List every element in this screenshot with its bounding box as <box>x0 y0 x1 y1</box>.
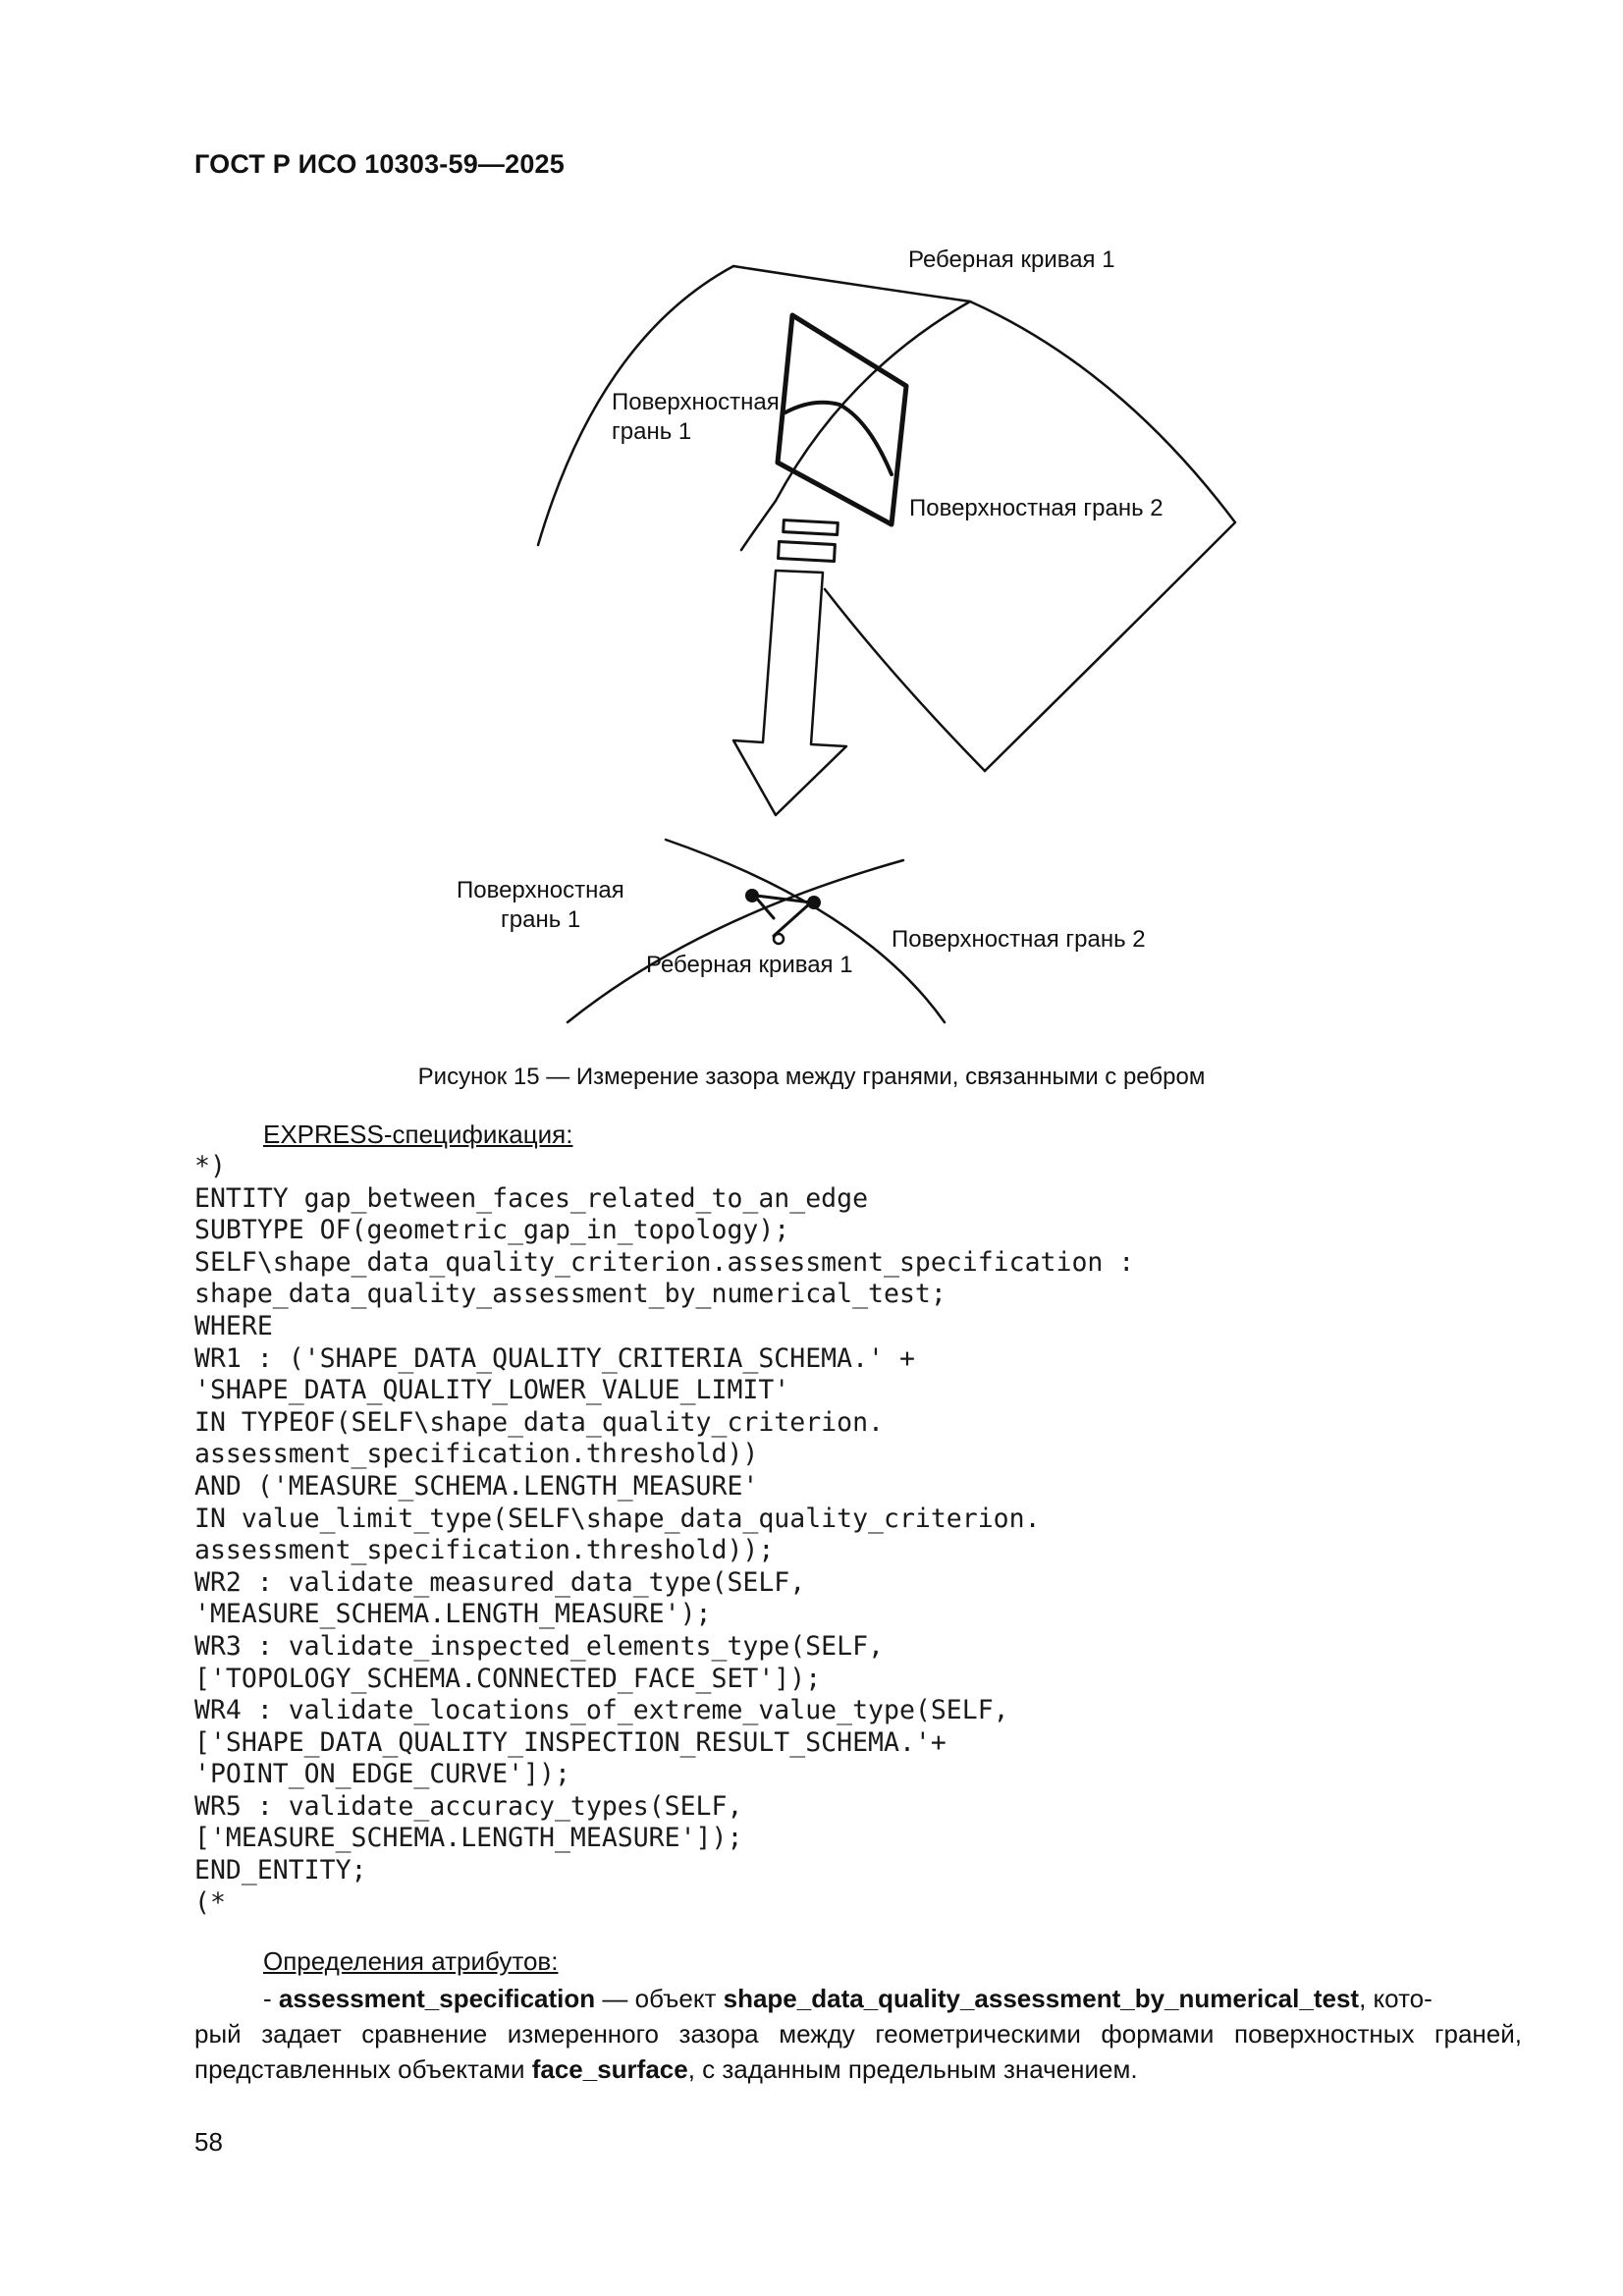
gap-figure-diagram <box>0 0 1623 1051</box>
slice-bar-1 <box>784 520 839 535</box>
label-face1-lower-line1: Поверхностная <box>457 877 624 903</box>
figure-caption: Рисунок 15 — Измерение зазора между гранями, связанными с ребром <box>417 1064 1206 1090</box>
express-code-block: *) ENTITY gap_between_faces_related_to_an_edge SUBTYPE OF(geometric_gap_in_topology); SELF\shape_data_quality_criterion.assessment_specification : shape_data_quality_assessment_by_numerical_test; WHERE WR1 : ('SHAPE_DATA_QUALITY_CRITERIA_SCHEMA.' + 'SHAPE_DATA_QUALITY_LOWER_VALUE_LIMIT' IN TYPEOF(SELF\shape_data_quality_criterion. assessment_specification.threshold)) AND ('MEASURE_SCHEMA.LENGTH_MEASURE' IN value_limit_type(SELF\shape_data_quality_criterion. assessment_specification.threshold)); WR2 : validate_measured_data_type(SELF, 'MEASURE_SCHEMA.LENGTH_MEASURE'); WR3 : validate_inspected_elements_type(SELF, ['TOPOLOGY_SCHEMA.CONNECTED_FACE_SET']); WR4 : validate_locations_of_extreme_value_type(SELF, ['SHAPE_DATA_QUALITY_INSPECTION_RESULT_SCHEMA.'+ 'POINT_ON_EDGE_CURVE']); WR5 : validate_accuracy_types(SELF, ['MEASURE_SCHEMA.LENGTH_MEASURE']); END_ENTITY; (* <box>194 1151 1135 1918</box>
express-heading: EXPRESS-спецификация: <box>263 1120 573 1149</box>
attribute-definition-paragraph <box>194 1981 1522 2087</box>
definition-text-2: , кото- <box>1359 1984 1433 2013</box>
magnifier-curve <box>785 403 892 474</box>
document-header: ГОСТ Р ИСО 10303-59—2025 <box>194 149 565 179</box>
definition-text-1: — объект <box>595 1984 724 2013</box>
lower-point-a <box>745 889 759 902</box>
term-assessment-specification: assessment_specification <box>278 1984 596 2013</box>
label-face2-lower: Поверхностная грань 2 <box>892 926 1146 953</box>
page-number: 58 <box>194 2127 223 2157</box>
definition-dash: - <box>263 1984 279 2013</box>
slice-bar-2 <box>779 542 836 562</box>
definition-text-4: , с заданным предельным значением. <box>687 2054 1138 2084</box>
term-face-surface: face_surface <box>531 2054 688 2084</box>
attribute-definition-first-line <box>194 1981 1522 2016</box>
face2-outline-right <box>970 301 1235 771</box>
term-entity-name: shape_data_quality_assessment_by_numerical_test <box>723 1984 1360 2013</box>
lower-point-b <box>807 896 821 909</box>
label-face1-upper-line2: грань 1 <box>612 418 692 445</box>
definition-text-3: рый задает сравнение измеренного зазора между геометрическими формами поверхностных граней, представленных объектами <box>194 2019 1522 2084</box>
lower-point-c <box>774 934 784 944</box>
label-edge-curve-lower: Реберная кривая 1 <box>646 952 853 978</box>
attributes-heading: Определения атрибутов: <box>263 1946 559 1976</box>
down-arrow <box>733 571 846 815</box>
label-edge-curve-upper: Реберная кривая 1 <box>908 246 1115 273</box>
label-face2-upper: Поверхностная грань 2 <box>909 495 1163 521</box>
label-face1-lower-line2: грань 1 <box>501 906 581 933</box>
magnifier-frame <box>778 315 906 524</box>
label-face1-upper-line1: Поверхностная <box>612 389 780 415</box>
face2-outline-left <box>825 589 985 771</box>
